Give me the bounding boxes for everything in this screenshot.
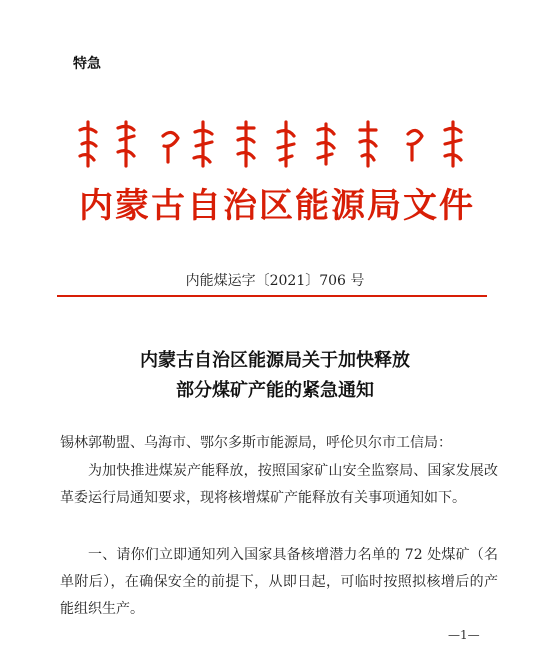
red-divider-line (57, 295, 487, 297)
mongolian-script-header (68, 118, 478, 170)
notice-title-line-1: 内蒙古自治区能源局关于加快释放 (140, 350, 410, 371)
document-number: 内能煤运字〔2021〕706 号 (185, 273, 365, 289)
body-paragraph-1: 为加快推进煤炭产能释放，按照国家矿山安全监察局、国家发展改革委运行局通知要求，现将核增煤矿产能释放有关事项通知如下。 (60, 463, 498, 506)
agency-name-heading: 内蒙古自治区能源局文件 (79, 186, 475, 226)
notice-title-line-2: 部分煤矿产能的紧急通知 (176, 380, 374, 401)
body-paragraph-2: 一、请你们立即通知列入国家具备核增潜力名单的 72 处煤矿（名单附后），在确保安全的前提下，从即日起，可临时按照拟核增后的产能组织生产。 (60, 547, 498, 617)
addressee-line: 锡林郭勒盟、乌海市、鄂尔多斯市能源局，呼伦贝尔市工信局： (60, 435, 452, 451)
urgency-label: 特急 (73, 56, 101, 72)
page-number: —1— (448, 628, 480, 642)
